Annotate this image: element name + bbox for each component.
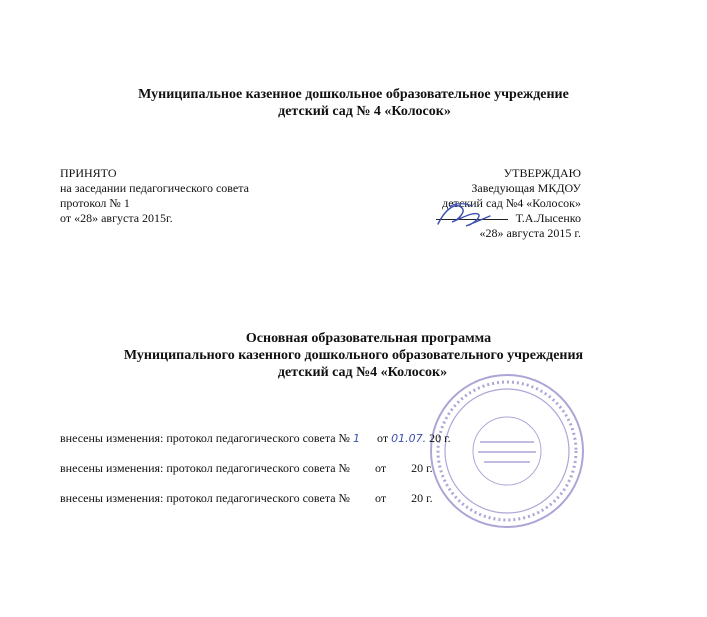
changes-g: г.	[426, 491, 433, 505]
changes-from: от	[375, 461, 387, 475]
round-seal-icon	[428, 372, 586, 530]
accepted-line-1: на заседании педагогического совета	[60, 181, 249, 195]
changes-g: г.	[426, 461, 433, 475]
changes-from: от	[375, 491, 387, 505]
changes-row-1	[60, 431, 451, 446]
changes-text: внесены изменения: протокол педагогического совета №	[60, 461, 350, 475]
program-title-line-2: Муниципального казенного дошкольного образовательного учреждения	[123, 348, 584, 363]
changes-text: внесены изменения: протокол педагогического совета №	[60, 491, 350, 505]
org-title-line-1: Муниципальное казенное дошкольное образовательное учреждение	[138, 87, 569, 102]
accepted-block	[60, 166, 249, 226]
changes-row-3	[60, 491, 433, 506]
accepted-line-2: протокол № 1	[60, 196, 130, 210]
changes-row-2	[60, 461, 433, 476]
changes-from: от	[377, 431, 389, 445]
accepted-title: ПРИНЯТО	[60, 166, 117, 180]
approve-signer: Т.А.Лысенко	[515, 211, 581, 225]
changes-text: внесены изменения: протокол педагогического совета №	[60, 431, 350, 445]
accepted-line-3: от «28» августа 2015г.	[60, 211, 173, 225]
organization-title	[0, 86, 707, 120]
changes-year: 20	[411, 491, 424, 505]
changes-year: 20	[429, 431, 442, 445]
handwritten-number: 1	[353, 432, 360, 445]
handwritten-signature-icon	[428, 198, 498, 232]
approve-date: «28» августа 2015 г.	[479, 226, 581, 240]
org-title-line-2: детский сад № 4 «Колосок»	[278, 104, 451, 119]
approve-line-1: Заведующая МКДОУ	[471, 181, 581, 195]
changes-year: 20	[411, 461, 424, 475]
program-title-line-1: Основная образовательная программа	[245, 331, 492, 346]
program-title	[0, 330, 707, 381]
changes-g: г.	[444, 431, 451, 445]
handwritten-date: 01.07.	[391, 432, 427, 445]
program-title-line-3: детский сад №4 «Колосок»	[277, 365, 448, 380]
approve-title: УТВЕРЖДАЮ	[503, 166, 581, 180]
approve-line-2: детский сад №4 «Колосок»	[442, 196, 581, 210]
